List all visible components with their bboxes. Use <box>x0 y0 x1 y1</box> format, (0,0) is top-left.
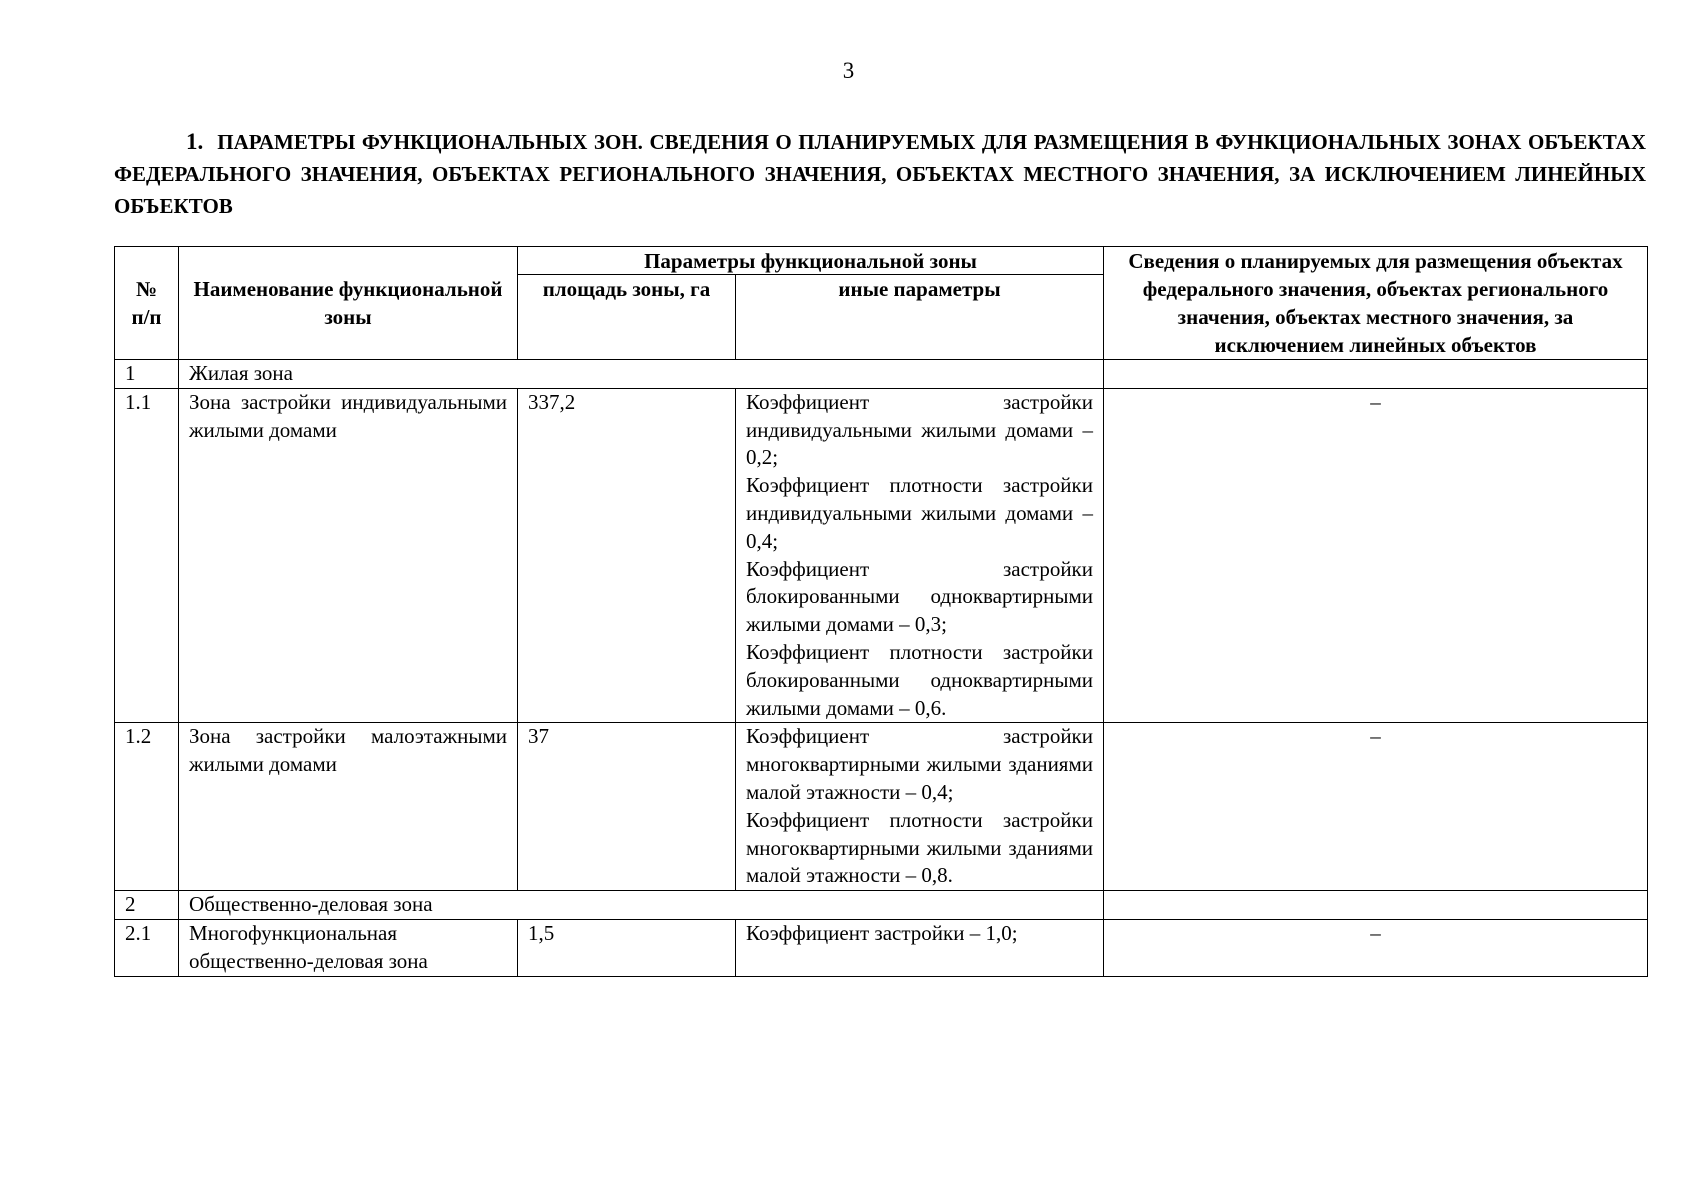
zone-params <box>736 919 1104 976</box>
section-number: 1. <box>186 129 204 154</box>
zone-name: Многофункциональная общественно-деловая зона <box>179 919 518 976</box>
header-name: Наименование функциональной зоны <box>179 247 518 360</box>
table-row-2-1 <box>115 919 1648 976</box>
table-header-row-1 <box>115 247 1648 275</box>
table-row-group-2 <box>115 891 1648 920</box>
zone-objects: – <box>1104 919 1648 976</box>
group-objects-empty <box>1104 891 1648 920</box>
zone-objects: – <box>1104 723 1648 891</box>
param-line: Коэффициент застройки многоквартирными жилыми зданиями малой этажности – 0,4; <box>746 724 1093 804</box>
zone-params <box>736 388 1104 723</box>
header-objects: Сведения о планируемых для размещения объектах федерального значения, объектах регионального значения, объектах местного значения, за исключением линейных объектов <box>1104 247 1648 360</box>
group-name: Жилая зона <box>179 360 1104 389</box>
param-line: Коэффициент плотности застройки индивидуальными жилыми домами – 0,4; <box>746 473 1093 553</box>
zone-params <box>736 723 1104 891</box>
table-body <box>115 360 1648 977</box>
row-no: 1.2 <box>115 723 179 891</box>
zone-area: 1,5 <box>518 919 736 976</box>
zone-area: 337,2 <box>518 388 736 723</box>
param-line: Коэффициент плотности застройки многоквартирными жилыми зданиями малой этажности – 0,8. <box>746 807 1093 888</box>
section-heading <box>114 126 1646 222</box>
param-line: Коэффициент застройки блокированными одноквартирными жилыми домами – 0,3; <box>746 556 1093 637</box>
table-row-1-1 <box>115 388 1648 723</box>
table-row-group-1 <box>115 360 1648 389</box>
header-area: площадь зоны, га <box>518 275 736 360</box>
group-objects-empty <box>1104 360 1648 389</box>
zone-objects: – <box>1104 388 1648 723</box>
table-row-1-2 <box>115 723 1648 891</box>
zone-area: 37 <box>518 723 736 891</box>
section-title: ПАРАМЕТРЫ ФУНКЦИОНАЛЬНЫХ ЗОН. СВЕДЕНИЯ О ПЛАНИРУЕМЫХ ДЛЯ РАЗМЕЩЕНИЯ В ФУНКЦИОНАЛЬНЫХ ЗОНАХ ОБЪЕКТАХ ФЕДЕРАЛЬНОГО ЗНАЧЕНИЯ, ОБЪЕКТАХ РЕГИОНАЛЬНОГО ЗНАЧЕНИЯ, ОБЪЕКТАХ МЕСТНОГО ЗНАЧЕНИЯ, ЗА ИСКЛЮЧЕНИЕМ ЛИНЕЙНЫХ ОБЪЕКТОВ <box>114 130 1646 218</box>
param-line: Коэффициент плотности застройки блокированными одноквартирными жилыми домами – 0,6. <box>746 639 1093 720</box>
row-no: 2 <box>115 891 179 920</box>
header-other-params: иные параметры <box>736 275 1104 360</box>
zone-name: Зона застройки малоэтажными жилыми домами <box>179 723 518 891</box>
page-number: 3 <box>842 58 855 83</box>
row-no: 2.1 <box>115 919 179 976</box>
functional-zones-table <box>114 246 1648 977</box>
param-line: Коэффициент застройки – 1,0; <box>746 920 1018 945</box>
header-no: № п/п <box>115 247 179 360</box>
param-line: Коэффициент застройки индивидуальными жилыми домами – 0,2; <box>746 389 1093 470</box>
row-no: 1 <box>115 360 179 389</box>
row-no: 1.1 <box>115 388 179 723</box>
header-params-group: Параметры функциональной зоны <box>518 247 1104 275</box>
group-name: Общественно-деловая зона <box>179 891 1104 920</box>
zone-name: Зона застройки индивидуальными жилыми домами <box>179 388 518 723</box>
